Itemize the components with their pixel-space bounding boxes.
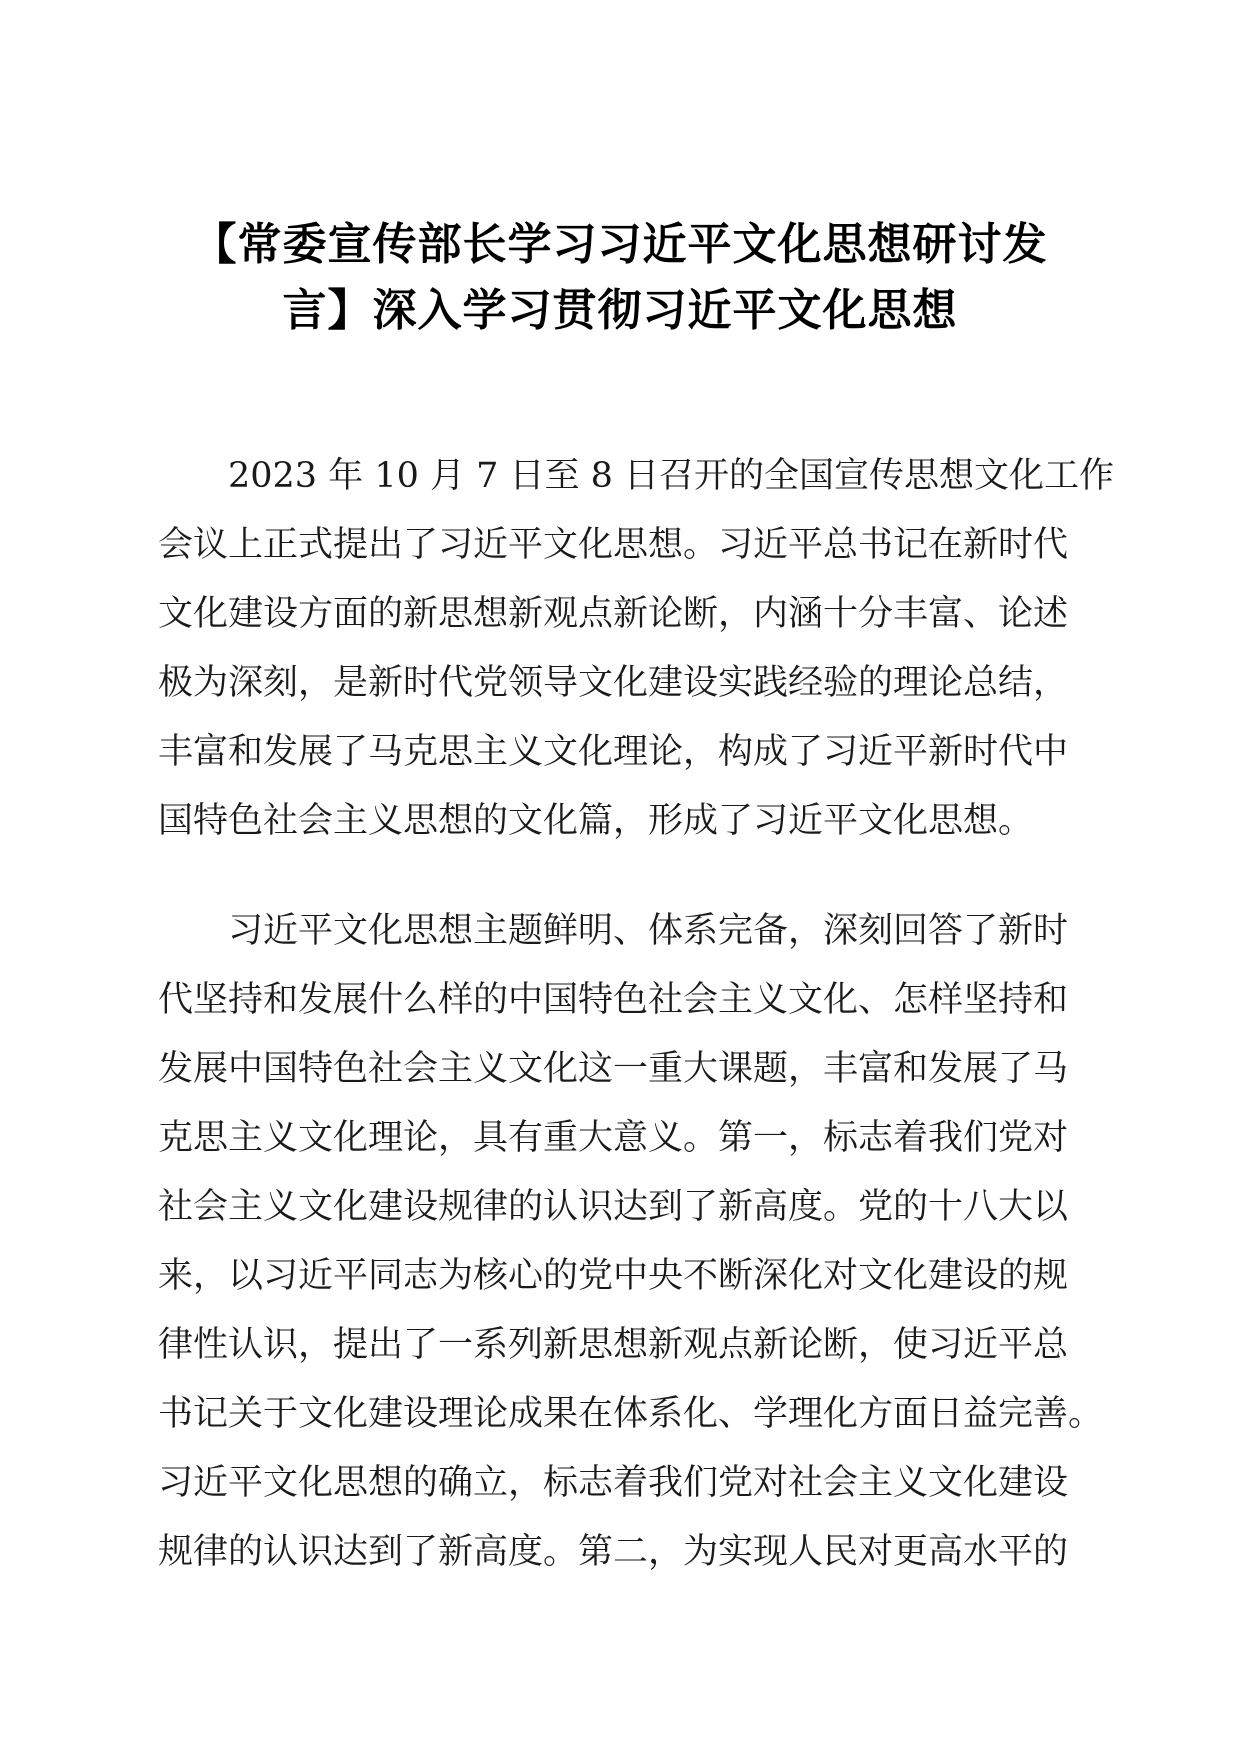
paragraph-line: 文化建设方面的新思想新观点新论断，内涵十分丰富、论述 (158, 594, 1069, 634)
title-line: 【常委宣传部长学习习近平文化思想研讨发 (192, 219, 1048, 270)
paragraph-line: 习近平文化思想的确立，标志着我们党对社会主义文化建设 (158, 1463, 1069, 1503)
paragraph-line: 丰富和发展了马克思主义文化理论，构成了习近平新时代中 (158, 732, 1069, 772)
paragraph-line: 规律的认识达到了新高度。第二，为实现人民对更高水平的 (158, 1532, 1069, 1572)
paragraph-line: 习近平文化思想主题鲜明、体系完备，深刻回答了新时 (158, 911, 1069, 951)
paragraph-line: 克思主义文化理论，具有重大意义。第一，标志着我们党对 (158, 1118, 1069, 1158)
body-paragraph (158, 897, 1104, 1587)
paragraph-line: 国特色社会主义思想的文化篇，形成了习近平文化思想。 (158, 801, 1034, 841)
paragraph-line: 发展中国特色社会主义文化这一重大课题，丰富和发展了马 (158, 1049, 1069, 1089)
paragraph-line: 社会主义文化建设规律的认识达到了新高度。党的十八大以 (158, 1187, 1069, 1227)
paragraph-line: 2023 年 10 月 7 日至 8 日召开的全国宣传思想文化工作 (158, 456, 1115, 496)
paragraph-line: 律性认识，提出了一系列新思想新观点新论断，使习近平总 (158, 1325, 1069, 1365)
body-paragraph (158, 442, 1115, 856)
paragraph-line: 会议上正式提出了习近平文化思想。习近平总书记在新时代 (158, 525, 1069, 565)
paragraph-line: 书记关于文化建设理论成果在体系化、学理化方面日益完善。 (158, 1394, 1104, 1434)
paragraph-line: 极为深刻，是新时代党领导文化建设实践经验的理论总结， (158, 663, 1069, 703)
paragraph-line: 来，以习近平同志为核心的党中央不断深化对文化建设的规 (158, 1256, 1069, 1296)
paragraph-line: 代坚持和发展什么样的中国特色社会主义文化、怎样坚持和 (158, 980, 1069, 1020)
document-title (150, 212, 1090, 344)
title-line: 言】深入学习贯彻习近平文化思想 (282, 285, 958, 336)
